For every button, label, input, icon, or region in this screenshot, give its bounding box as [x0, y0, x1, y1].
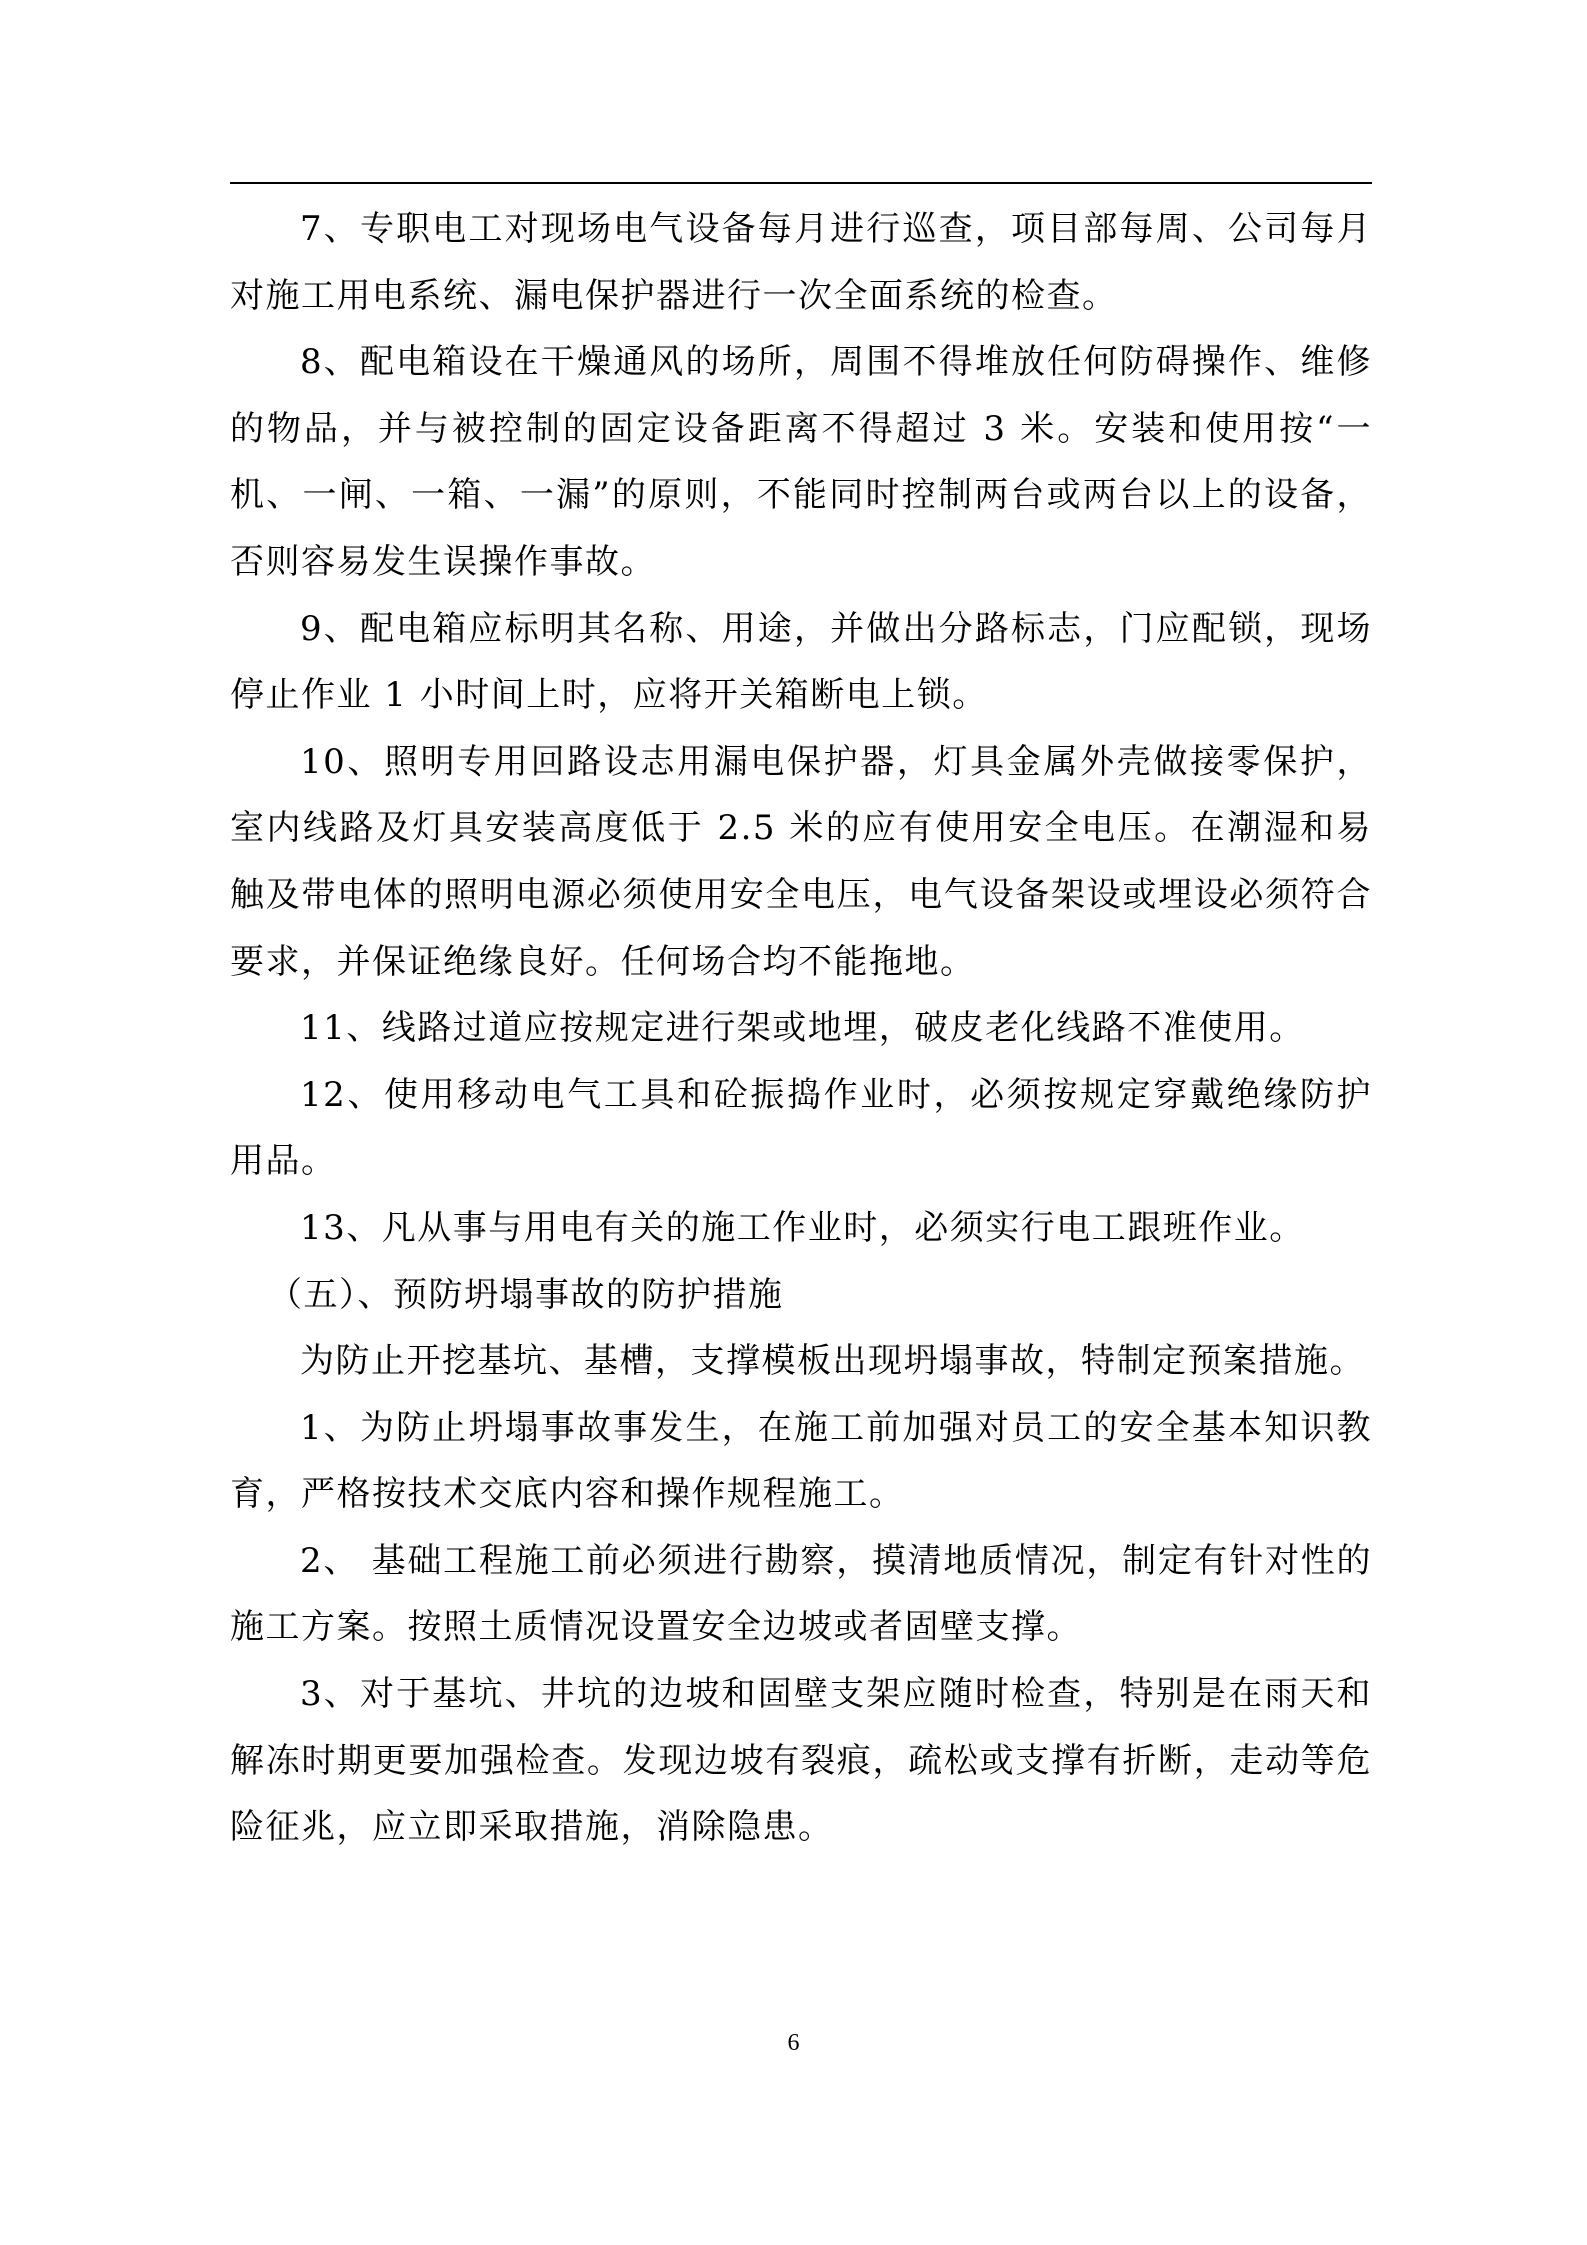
page-number: 6 [787, 2030, 800, 2056]
paragraph-item-9: 9、配电箱应标明其名称、用途，并做出分路标志，门应配锁，现场停止作业 1 小时间上时，应将开关箱断电上锁。 [230, 608, 1372, 716]
section-heading: （五）、预防坍塌事故的防护措施 [268, 1274, 784, 1315]
paragraph-item-10: 10、照明专用回路设志用漏电保护器，灯具金属外壳做接零保护，室内线路及灯具安装高度低于 2.5 米的应有使用安全电压。在潮湿和易触及带电体的照明电源必须使用安全电压，电气设备架设或埋设必须符合要求，并保证绝缘良好。任何场合均不能拖地。 [230, 741, 1372, 982]
section-intro-paragraph: 为防止开挖基坑、基槽，支撑模板出现坍塌事故，特制定预案措施。 [300, 1341, 1365, 1382]
paragraph-item-11: 11、线路过道应按规定进行架或地埋，破皮老化线路不准使用。 [300, 1008, 1305, 1049]
section-item-1: 1、为防止坍塌事故事发生，在施工前加强对员工的安全基本知识教育，严格按技术交底内容和操作规程施工。 [230, 1407, 1372, 1515]
section-item-2: 2、 基础工程施工前必须进行勘察，摸清地质情况，制定有针对性的施工方案。按照土质情况设置安全边坡或者固壁支撑。 [230, 1540, 1372, 1648]
paragraph-item-13: 13、凡从事与用电有关的施工作业时，必须实行电工跟班作业。 [300, 1207, 1305, 1248]
paragraph-item-12: 12、使用移动电气工具和砼振捣作业时，必须按规定穿戴绝缘防护用品。 [230, 1074, 1372, 1182]
header-rule [230, 182, 1372, 184]
document-body [230, 196, 1372, 1861]
section-item-3: 3、对于基坑、井坑的边坡和固壁支架应随时检查，特别是在雨天和解冻时期更要加强检查。发现边坡有裂痕，疏松或支撑有折断，走动等危险征兆，应立即采取措施，消除隐患。 [230, 1674, 1372, 1848]
paragraph-item-7: 7、专职电工对现场电气设备每月进行巡查，项目部每周、公司每月对施工用电系统、漏电保护器进行一次全面系统的检查。 [230, 209, 1372, 316]
paragraph-item-8: 8、配电箱设在干燥通风的场所，周围不得堆放任何防碍操作、维修的物品，并与被控制的固定设备距离不得超过 3 米。安装和使用按“一机、一闸、一箱、一漏”的原则，不能同时控制两台或两台以上的设备，否则容易发生误操作事故。 [230, 342, 1372, 582]
